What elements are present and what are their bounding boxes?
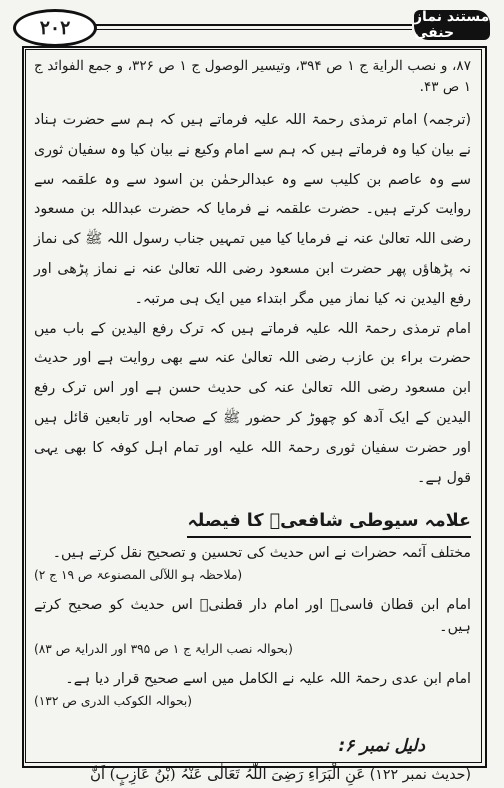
hadith-line: [34, 762, 471, 788]
authentication-line-3: امام ابن عدی رحمۃ اللہ علیہ نے الکامل میں اسے صحیح قرار دیا ہے۔: [65, 671, 471, 688]
translation-paragraph: (ترجمہ) امام ترمذی رحمۃ اللہ علیہ فرماتے ہیں کہ ہم سے حضرت ہناد نے بیان کیا وہ فرماتے ہیں کہ ہم سے امام وکیع نے بیان کیا وہ سفیان ثوری سے وہ عاصم بن کلیب سے وہ عبدالرحمٰن بن اسود سے وہ علقمہ سے روایت کرتے ہیں۔ حضرت علقمہ نے فرمایا کہ حضرت عبداللہ بن مسعود رضی اللہ تعالیٰ عنہ نے فرمایا کیا میں تمہیں جناب رسول اللہ ﷺ کی نماز نہ پڑھاؤں پھر حضرت ابن مسعود رضی اللہ تعالیٰ عنہ نے نماز پڑھی اور رفع الیدین نہ کیا نماز میں مگر ابتداء میں ایک ہی مرتبہ۔: [34, 112, 471, 307]
page-number-badge: [13, 9, 97, 47]
header-divider: [96, 24, 412, 26]
hadith-number: (حدیث نمبر ۱۲۲): [369, 767, 471, 784]
evidence-heading: دلیل نمبر ۶:: [338, 735, 425, 756]
citation-2: (بحوالہ نصب الرایۃ ج ۱ ص ۳۹۵ اور الدرایۃ ص ۸۳): [34, 642, 293, 657]
page-body: [34, 56, 471, 784]
authentication-line-2: امام ابن قطان فاسیؒ اور امام دار قطنیؒ اس حدیث کو صحیح کرتے ہیں۔: [34, 597, 471, 636]
citation-1: (ملاحظہ ہو اللآلی المصنوعۃ ص ۱۹ ج ۲): [34, 568, 243, 583]
hadith-arabic-text: عَنِ الْبَرَاءِ رَضِیَ اللّٰہُ تَعَالٰی عَنْہُ (بْنُ عَازِبٍ) اَنَّ: [89, 766, 366, 784]
book-title: مستند نماز حنفی: [414, 9, 490, 41]
section-heading-wrap: [34, 507, 471, 538]
citation-3: (بحوالہ الکوکب الدری ص ۱۳۲): [34, 694, 193, 709]
commentary-paragraph: امام ترمذی رحمۃ اللہ علیہ فرماتے ہیں کہ ترک رفع الیدین کے باب میں حضرت براء بن عازب رضی اللہ تعالیٰ عنہ سے بھی روایت ہے اور حدیث ابن مسعود رضی اللہ تعالیٰ عنہ کی حدیث حسن ہے اور اس ترک رفع الیدین کے ایک آدھ کو چھوڑ کر حضور ﷺ کے صحابہ اور تابعین قائل ہیں اور حضرت سفیان ثوری رحمۃ اللہ علیہ اور تمام اہل کوفہ کا بھی یہی قول ہے۔: [34, 320, 471, 486]
header-divider-thin: [96, 29, 412, 30]
reference-footnote: ۸۷، و نصب الراية ج ۱ ص ۳۹۴، وتيسير الوصول ج ۱ ص ۳۲۶، و جمع الفوائد ج ۱ ص ۴۳.: [34, 58, 471, 95]
section-heading: علامہ سیوطی شافعیؒ کا فیصلہ: [187, 507, 471, 538]
authentication-line-1: مختلف آئمہ حضرات نے اس حدیث کی تحسین و تصحیح نقل کرتے ہیں۔: [52, 545, 471, 562]
book-title-badge: [414, 10, 490, 40]
page-number: ۲۰۲: [39, 17, 71, 39]
